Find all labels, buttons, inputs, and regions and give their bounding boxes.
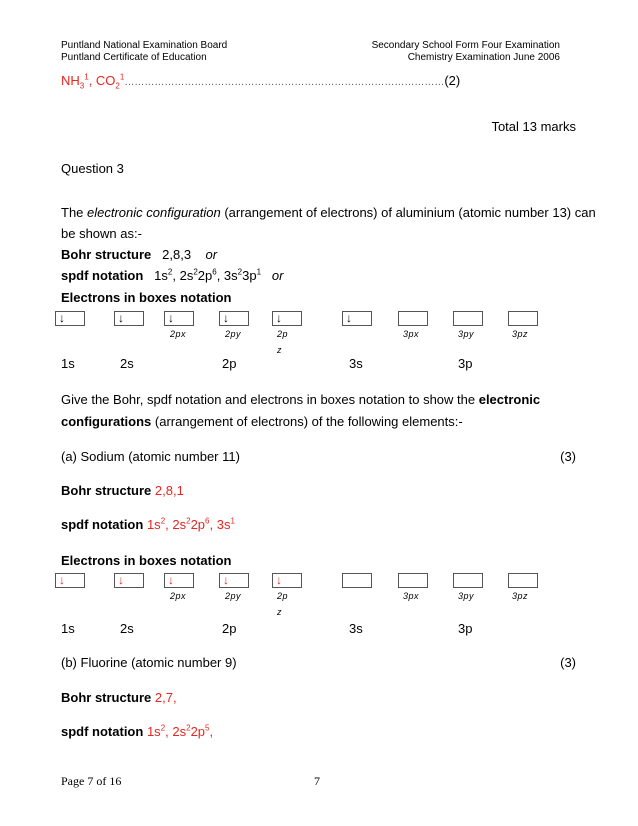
answer-nh3: $NH_3^1$ [61, 72, 89, 91]
part-b-bohr: Bohr structure 2,7, [61, 690, 177, 705]
sublabel-2px: 2px [170, 329, 187, 339]
part-b-marks: (3) [560, 655, 576, 670]
orbital-label-2s: 2s [120, 356, 134, 371]
intro-line-1: The electronic configuration (arrangement of electrons) of aluminium (atomic number 13) can [61, 205, 596, 220]
na-box-2pz: ↓ [272, 573, 302, 588]
na-box-3pz [508, 573, 538, 588]
orbital-box-2py: ↓ [219, 311, 249, 326]
orbital-box-3px [398, 311, 428, 326]
answer-marks: (2) [444, 73, 461, 88]
part-a-spdf: spdf notation $1s^2$, $2s^22p^6$, $3s^1$ [61, 516, 235, 532]
orbital-label-3s: 3s [349, 356, 363, 371]
sublabel-3pz: 3pz [512, 329, 529, 339]
na-sublabel-2px: 2px [170, 591, 187, 601]
na-sublabel-3py: 3py [458, 591, 475, 601]
part-a-bohr: Bohr structure 2,8,1 [61, 483, 184, 498]
part-a-title: (a) Sodium (atomic number 11) [61, 449, 240, 464]
answer-co2: $CO_2^1$ [95, 72, 125, 91]
answer-line: $NH_3^1$, $CO_2^1\dots\dots\dots\dots\dots\dots\dots\dots\dots\dots\dots\dots\dots\dots\dots\dots\dots\dots\dots\dots\dots\dots\dots\dots\dots\dots\dots\dots\dots\dots\dots\dots(2)$ [61, 72, 461, 91]
na-box-1s: ↓ [55, 573, 85, 588]
na-box-2s: ↓ [114, 573, 144, 588]
sublabel-z: z [277, 345, 282, 355]
na-orbital-label-1s: 1s [61, 621, 75, 636]
orbital-box-3pz [508, 311, 538, 326]
na-sublabel-3pz: 3pz [512, 591, 529, 601]
na-box-2px: ↓ [164, 573, 194, 588]
instructions-line-2: configurations (arrangement of electrons) of the following elements:- [61, 414, 463, 429]
part-a-marks: (3) [560, 449, 576, 464]
part-b-spdf: spdf notation $1s^2$, $2s^22p^5$, [61, 723, 214, 739]
example-boxes-label: Electrons in boxes notation [61, 290, 232, 305]
orbital-label-3p: 3p [458, 356, 473, 371]
header-certificate: Puntland Certificate of Education [61, 52, 207, 63]
na-sublabel-2p: 2p [277, 591, 289, 601]
orbital-box-2s: ↓ [114, 311, 144, 326]
na-orbital-label-3p: 3p [458, 621, 473, 636]
na-sublabel-2py: 2py [225, 591, 242, 601]
total-marks: Total 13 marks [491, 119, 576, 134]
orbital-box-1s: ↓ [55, 311, 85, 326]
example-bohr: Bohr structure 2,8,3 or [61, 247, 218, 262]
intro-line-2: be shown as:- [61, 226, 142, 241]
example-spdf: spdf notation $1s^2$, $2s^22p^6$, $3s^23p^1$ or [61, 267, 284, 283]
na-orbital-label-3s: 3s [349, 621, 363, 636]
na-sublabel-3px: 3px [403, 591, 420, 601]
footer-page: Page 7 of 16 [61, 774, 122, 788]
instructions-line-1: Give the Bohr, spdf notation and electrons in boxes notation to show the electronic [61, 392, 541, 407]
orbital-box-3s: ↓ [342, 311, 372, 326]
dotted-leader: …………………………………………………………………………………… [124, 77, 445, 88]
na-orbital-label-2p: 2p [222, 621, 237, 636]
header-exam: Secondary School Form Four Examination [371, 40, 560, 51]
na-orbital-label-2s: 2s [120, 621, 134, 636]
na-box-3px [398, 573, 428, 588]
header-subject: Chemistry Examination June 2006 [407, 52, 560, 63]
na-box-3s [342, 573, 372, 588]
part-b-title: (b) Fluorine (atomic number 9) [61, 655, 237, 670]
na-box-2py: ↓ [219, 573, 249, 588]
orbital-box-2px: ↓ [164, 311, 194, 326]
orbital-label-2p: 2p [222, 356, 237, 371]
footer-number: 7 [314, 774, 320, 788]
sublabel-3px: 3px [403, 329, 420, 339]
sublabel-3py: 3py [458, 329, 475, 339]
orbital-box-2pz: ↓ [272, 311, 302, 326]
sublabel-2py: 2py [225, 329, 242, 339]
na-sublabel-z: z [277, 607, 282, 617]
orbital-box-3py [453, 311, 483, 326]
na-box-3py [453, 573, 483, 588]
orbital-label-1s: 1s [61, 356, 75, 371]
header-board: Puntland National Examination Board [61, 40, 228, 51]
question-title: Question 3 [61, 161, 124, 176]
part-a-boxes-label: Electrons in boxes notation [61, 553, 232, 568]
sublabel-2p: 2p [277, 329, 289, 339]
